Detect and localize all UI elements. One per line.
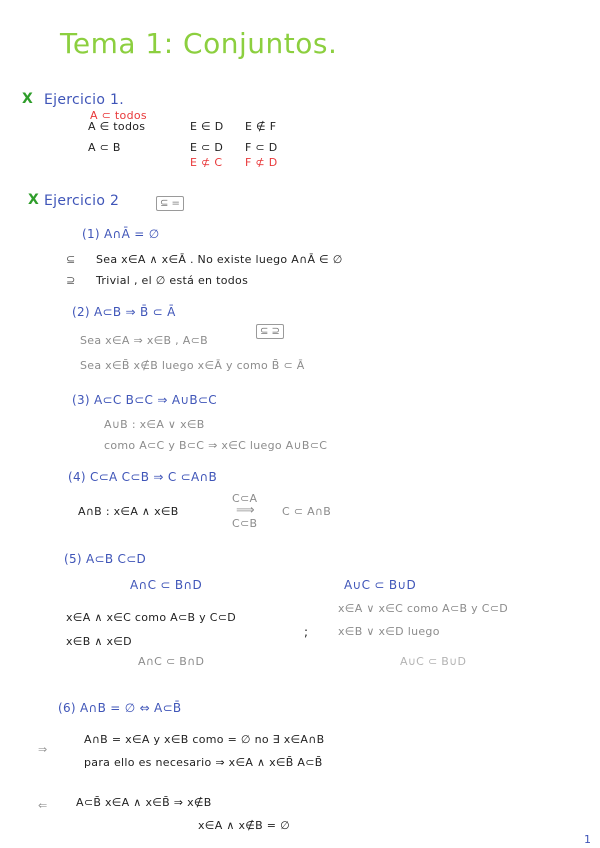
part-4-arrow-top: C⊂A xyxy=(232,492,258,505)
ex1-row3-col2: E ⊄ C xyxy=(190,156,223,169)
ex1-row1-col3: E ∉ F xyxy=(245,120,277,133)
part-3-line-2: como A⊂C y B⊂C ⇒ x∈C luego A∪B⊂C xyxy=(104,439,328,452)
ex1-row2-col3: F ⊂ D xyxy=(245,141,278,154)
part-4-arrow-bottom: C⊂B xyxy=(232,517,258,530)
done-mark-icon: X xyxy=(28,192,39,208)
subset-mark-icon: ⊆ xyxy=(66,253,76,266)
part-5-right-line-3: A∪C ⊂ B∪D xyxy=(400,655,467,668)
part-6-label: (6) A∩B = ∅ ⇔ A⊂B̄ xyxy=(58,701,182,715)
part-1-line-2: Trivial , el ∅ está en todos xyxy=(96,274,249,287)
part-1-line-1: Sea x∈A ∧ x∈Ā . No existe luego A∩Ā ∈ ∅ xyxy=(96,253,343,266)
implies-mark-icon: ⇒ xyxy=(38,743,48,756)
part-5-label: (5) A⊂B C⊂D xyxy=(64,552,147,566)
method-box: ⊆ = xyxy=(156,196,184,211)
part-5-left-line-3: A∩C ⊂ B∩D xyxy=(138,655,205,668)
part-5-left-heading: A∩C ⊂ B∩D xyxy=(130,578,203,592)
part-3-label: (3) A⊂C B⊂C ⇒ A∪B⊂C xyxy=(72,393,217,407)
ex1-row2-col2: E ⊂ D xyxy=(190,141,224,154)
part-5-left-line-2: x∈B ∧ x∈D xyxy=(66,635,132,648)
exercise-1-heading: Ejercicio 1. xyxy=(44,92,124,108)
page-title: Tema 1: Conjuntos. xyxy=(60,27,338,60)
part-5-left-line-1: x∈A ∧ x∈C como A⊂B y C⊂D xyxy=(66,611,237,624)
ex1-row1-col2: E ∈ D xyxy=(190,120,224,133)
part-4-line-1: A∩B : x∈A ∧ x∈B xyxy=(78,505,179,518)
implied-by-mark-icon: ⇐ xyxy=(38,799,48,812)
part-5-right-heading: A∪C ⊂ B∪D xyxy=(344,578,417,592)
ex1-red-note: A ⊂ todos xyxy=(90,109,147,122)
part-6-line-4: x∈A ∧ x∉B = ∅ xyxy=(198,819,290,832)
implies-arrow-icon: ⟹ xyxy=(236,503,255,518)
part-2-label: (2) A⊂B ⇒ B̄ ⊂ Ā xyxy=(72,305,176,319)
ex1-row2-col1: A ⊂ B xyxy=(88,141,121,154)
ex1-row1-col1: A ∈ todos xyxy=(88,120,146,133)
exercise-2-heading: Ejercicio 2 xyxy=(44,193,120,209)
part-5-right-line-2: x∈B ∨ x∈D luego xyxy=(338,625,440,638)
part-4-label: (4) C⊂A C⊂B ⇒ C ⊂A∩B xyxy=(68,470,218,484)
part-1-label: (1) A∩Ā = ∅ xyxy=(82,227,160,241)
done-mark-icon: X xyxy=(22,91,33,107)
part-6-line-1: A∩B = x∈A y x∈B como = ∅ no ∃ x∈A∩B xyxy=(84,733,325,746)
ex1-row3-col3: F ⊄ D xyxy=(245,156,278,169)
part-2-line-2: Sea x∈B̄ x∉B luego x∈Ā y como B̄ ⊂ Ā xyxy=(80,359,305,372)
part-6-line-2: para ello es necesario ⇒ x∈A ∧ x∈B̄ A⊂B̄ xyxy=(84,756,323,769)
part-2-line-1: Sea x∈A ⇒ x∈B , A⊂B xyxy=(80,334,208,347)
page-number: 1 xyxy=(584,833,591,846)
superset-mark-icon: ⊇ xyxy=(66,274,76,287)
part-5-separator: ; xyxy=(304,625,309,639)
part-6-line-3: A⊂B̄ x∈A ∧ x∈B̄ ⇒ x∉B xyxy=(76,796,212,809)
part-3-line-1: A∪B : x∈A ∨ x∈B xyxy=(104,418,205,431)
method-box-2: ⊆ ⊇ xyxy=(256,324,284,339)
part-4-line-1-end: C ⊂ A∩B xyxy=(282,505,332,518)
part-5-right-line-1: x∈A ∨ x∈C como A⊂B y C⊂D xyxy=(338,602,509,615)
